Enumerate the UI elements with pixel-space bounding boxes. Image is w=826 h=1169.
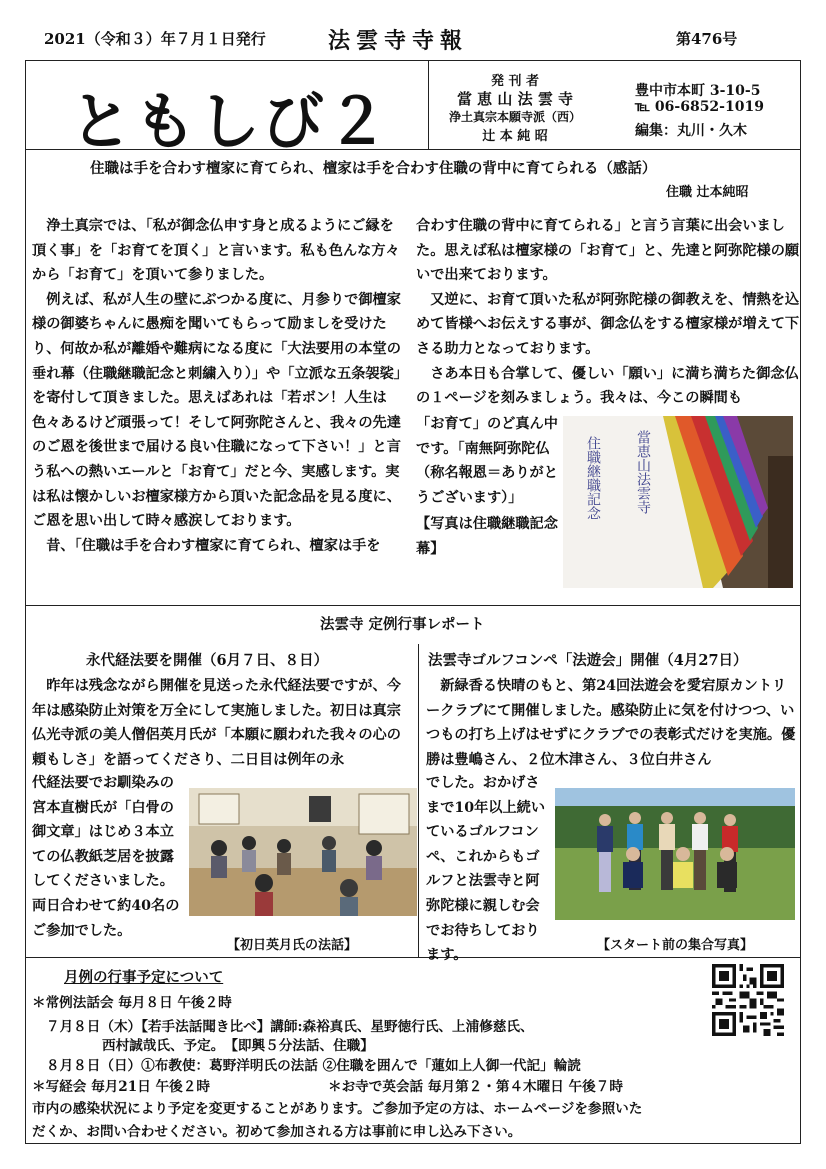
report-paragraph: 昨年は残念ながら開催を見送った永代経法要ですが、今年は感染防止対策を万全にして実施しました。初日は真宗仏光寺派の美人僧侶英月氏が「本願に願われた我々の心の頼もしさ」を語ってくださり、二日目は例年の永 [32, 678, 401, 768]
golf-caption: 【スタート前の集合写真】 [597, 938, 754, 953]
report-divider [25, 957, 801, 958]
schedule-line: 西村誠哉氏、予定。 【即興５分法話、住職】 [102, 1038, 374, 1054]
article-left-column [32, 214, 406, 558]
golf-heading: 法雲寺ゴルフコンペ「法遊会」開催（4月27日） [428, 652, 748, 669]
article-title: 住職は手を合わす檀家に育てられ、檀家は手を合わす住職の背中に育てられる（感話） [90, 160, 657, 177]
schedule-line: ７月８日（木）【若手法話聞き比べ】講師:森裕真氏、星野徳行氏、上浦修慈氏、 [46, 1019, 534, 1035]
article-author: 住職 辻本純昭 [666, 185, 749, 200]
qr-code[interactable] [712, 964, 784, 1036]
masthead-column-divider [428, 60, 429, 150]
schedule-line: ＊常例法話会 毎月８日 午後２時 [32, 995, 232, 1011]
article-paragraph: 又逆に、お育て頂いた私が阿弥陀様の御教えを、情熱を込めて皆様へお伝えする事が、御念仏をする檀家様が増えて下さる助力となっております。 [416, 291, 800, 357]
golf-side-text [426, 771, 548, 968]
memorial-service-text [32, 674, 408, 772]
article-paragraph: 合わす住職の背中に育てられる」と言う言葉に出会いました。思えば私は檀家様の「お育て」と、先達と阿弥陀様の願いで出来ております。 [416, 218, 800, 284]
photo-caption: 【写真は住職継職記念幕】 [416, 516, 558, 557]
dharma-talk-caption: 【初日英月氏の法話】 [227, 938, 358, 953]
publisher-temple: 當 恵 山 法 雲 寺 [456, 90, 574, 108]
banner-calligraphy: 住職継職記念 [585, 436, 601, 520]
editors: 編集：丸川・久木 [635, 123, 747, 139]
schedule-note: だくか、お問い合わせください。初めて参加される方は事前に申し込み下さい。 [32, 1124, 522, 1140]
schedule-line: ＊お寺で英会話 毎月第２・第４木曜日 午後７時 [328, 1079, 623, 1095]
article-paragraph: 例えば、私が人生の壁にぶつかる度に、月参りで御檀家様の御婆ちゃんに愚痴を聞いてもらって励ましを受けたり、何故か私が離婚や難病になる度に「大法要用の本堂の垂れ幕（住職継職記念と刺繍入り）」や「立派な五条袈裟」を寄付して頂きました。思えばあれは「若ボン！人生は色々あるけど頑張って！そして阿弥陀さんと、我々の先達のご恩を後世まで届ける良い住職になって下さい！」と言う私への熱いエールと「お育て」だと今、実感します。実は私は懐かしいお檀家様方から頂いた記念品を見る度に、ご恩を思い出して時々感涙しております。 [32, 291, 401, 530]
publisher-sect: 浄土真宗本願寺派（西） [448, 110, 581, 124]
temple-address: 豊中市本町 3-10-5 [635, 83, 761, 99]
schedule-note: 市内の感染状況により予定を変更することがあります。ご参加予定の方は、ホームページを参照いた [32, 1101, 643, 1117]
memorial-service-heading: 永代経法要を開催（6月７日、８日） [86, 652, 329, 669]
golf-group-photo [555, 788, 795, 920]
newsletter-logo: ともしび２ [70, 85, 391, 158]
publisher-label: 発 刊 者 [490, 74, 540, 89]
report-paragraph: 新緑香る快晴のもと、第24回法遊会を愛宕原カントリークラブにて開催しました。感染防止に気を付けつつ、いつもの打ち上げはせずにクラブでの表彰式だけを実施。優勝は豊嶋さん、２位木津さん、３位白井さん [426, 678, 796, 768]
report-paragraph: 代経法要でお馴染みの宮本直樹氏が「白骨の御文章」はじめ３本立ての仏教紙芝居を披露してくださいました。両日合わせて約40名のご参加でした。 [32, 775, 180, 939]
article-paragraph: 昔、「住職は手を合わす檀家に育てられ、檀家は手を [46, 537, 381, 554]
article-paragraph: さあ本日も合掌して、優しい「願い」に満ち満ちた御念仏の１ページを刻みましょう。我々は、今この瞬間も [416, 365, 799, 407]
publisher-name: 辻 本 純 昭 [482, 129, 548, 144]
article-divider [25, 605, 801, 606]
article-paragraph: 「お育て」のど真ん中です。「南無阿弥陀仏（称名報恩＝ありがとうございます）」 [416, 416, 558, 506]
memorial-banner-photo [563, 416, 793, 588]
dharma-talk-photo [189, 788, 417, 916]
banner-calligraphy: 當恵山法雲寺 [635, 430, 651, 514]
article-side-text [416, 412, 558, 562]
report-title: 法雲寺 定例行事レポート [320, 616, 485, 633]
dharma-talk-image [189, 788, 417, 916]
article-paragraph: 浄土真宗では、「私が御念仏申す身と成るようにご縁を頂く事」を「お育てを頂く」と言います。私も色んな方々から「お育て」を頂いて参りました。 [32, 218, 400, 284]
newsletter-name: 法雲寺寺報 [328, 28, 469, 54]
issue-number: 第476号 [676, 30, 738, 48]
golf-group-image [555, 788, 795, 920]
golf-text [426, 674, 796, 772]
schedule-line: ８月８日（日）①布教使：葛野洋明氏の法話 ②住職を囲んで「蓮如上人御一代記」輪読 [46, 1058, 581, 1074]
schedule-line: ＊写経会 毎月21日 午後２時 [32, 1079, 210, 1095]
banner-photo-image [563, 416, 793, 588]
article-right-column [416, 214, 800, 411]
report-paragraph: でした。おかげさまで10年以上続いているゴルフコンペ、これからもゴルフと法雲寺と阿弥陀様に親しむ会でお待ちしております。 [426, 775, 546, 964]
issue-date: 2021（令和３）年７月１日発行 [44, 30, 266, 48]
qr-code-image [712, 964, 784, 1036]
temple-phone: ℡ 06-6852-1019 [635, 99, 764, 115]
memorial-service-side-text [32, 771, 182, 943]
report-column-divider [418, 644, 419, 957]
schedule-title: 月例の行事予定について [64, 969, 224, 986]
